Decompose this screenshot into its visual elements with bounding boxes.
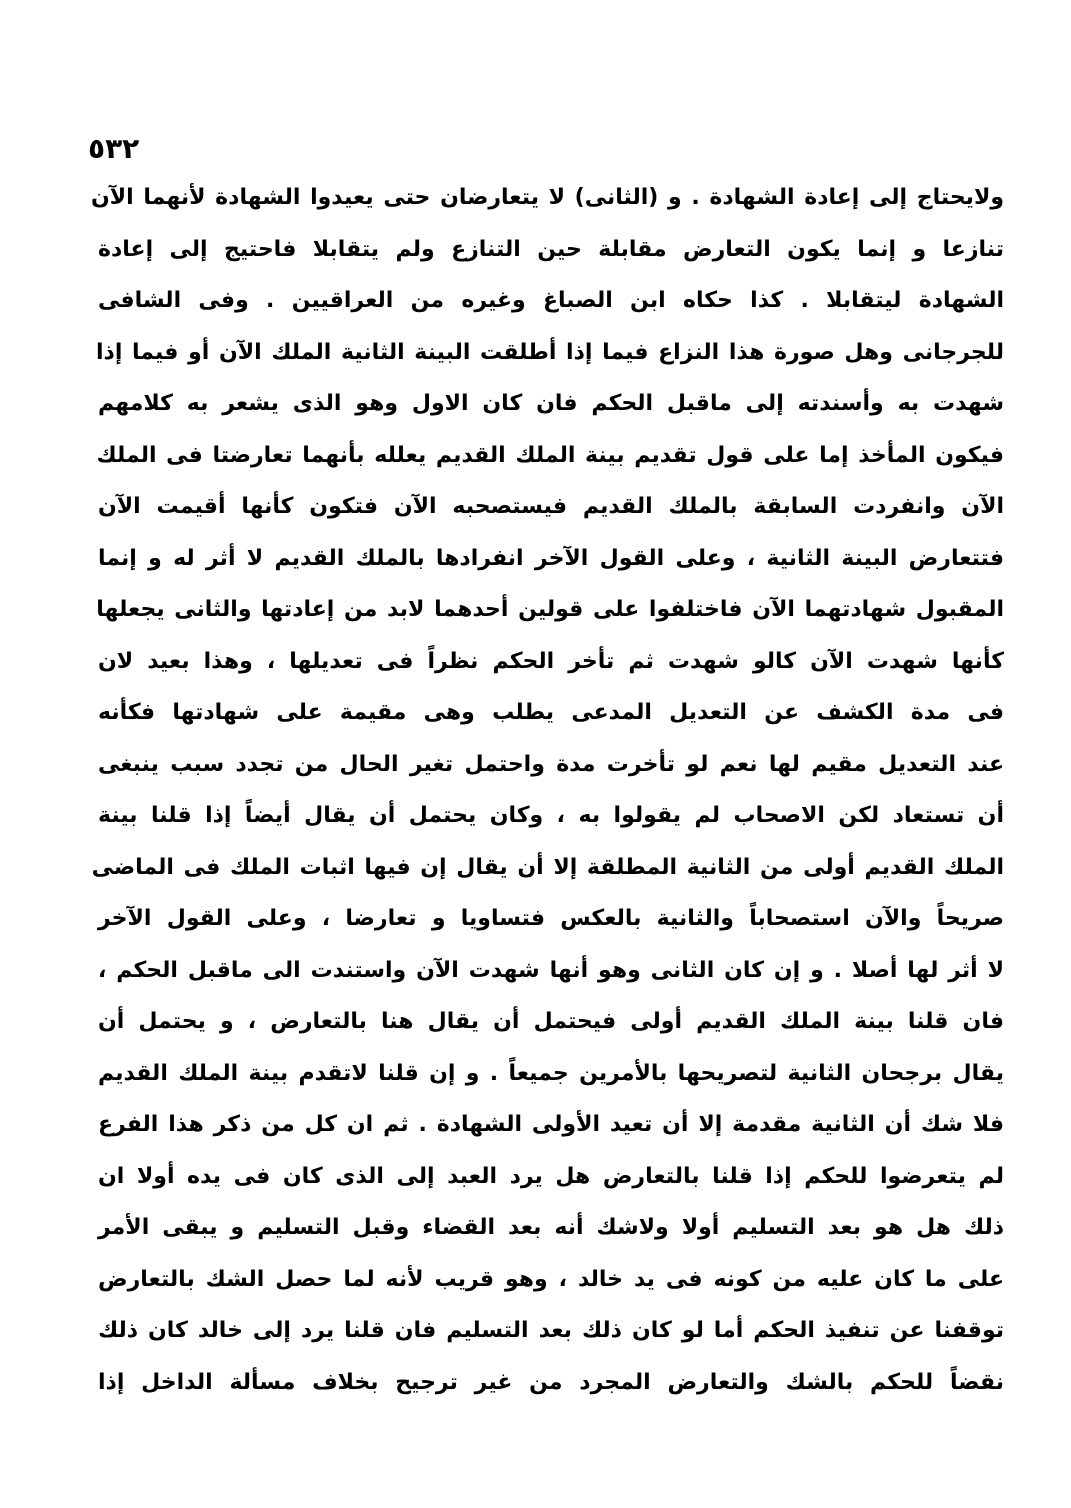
text-line: فى مدة الكشف عن التعديل المدعى يطلب وهى مقيمة على شهادتها فكأنه — [98, 700, 1004, 725]
text-line: شهدت به وأسندته إلى ماقبل الحكم فان كان الاول وهو الذى يشعر به كلامهم — [98, 391, 1004, 416]
text-line: لم يتعرضوا للحكم إذا قلنا بالتعارض هل يرد العبد إلى الذى كان فى يده أولا ان — [98, 1163, 1004, 1189]
text-line: فان قلنا بينة الملك القديم أولى فيحتمل أن يقال هنا بالتعارض ، و يحتمل أن — [98, 1009, 1004, 1034]
text-line: ولايحتاج إلى إعادة الشهادة . و (الثانى) لا يتعارضان حتى يعيدوا الشهادة لأنهما الآن — [90, 185, 1004, 210]
text-line: ذلك هل هو بعد التسليم أولا ولاشك أنه بعد القضاء وقبل التسليم و يبقى الأمر — [98, 1215, 1004, 1240]
text-line: فتتعارض البينة الثانية ، وعلى القول الآخر انفرادها بالملك القديم لا أثر له و إنما — [98, 545, 1004, 571]
text-line: أن تستعاد لكن الاصحاب لم يقولوا به ، وكان يحتمل أن يقال أيضاً إذا قلنا بينة — [98, 803, 1004, 828]
text-line: للجرجانى وهل صورة هذا النزاع فيما إذا أطلقت البينة الثانية الملك الآن أو فيما إذا — [96, 339, 1004, 365]
text-line: الشهادة ليتقابلا . كذا حكاه ابن الصباغ وغيره من العراقيين . وفى الشافى — [98, 288, 1004, 313]
text-line: على ما كان عليه من كونه فى يد خالد ، وهو قريب لأنه لما حصل الشك بالتعارض — [98, 1266, 1004, 1292]
text-line: توقفنا عن تنفيذ الحكم أما لو كان ذلك بعد التسليم فان قلنا يرد إلى خالد كان ذلك — [98, 1318, 1004, 1343]
text-line: لا أثر لها أصلا . و إن كان الثانى وهو أنها شهدت الآن واستندت الى ماقبل الحكم ، — [98, 957, 1004, 983]
text-line: صريحاً والآن استصحاباً والثانية بالعكس فتساويا و تعارضا ، وعلى القول الآخر — [98, 906, 1004, 931]
text-line: المقبول شهادتهما الآن فاختلفوا على قولين أحدهما لابد من إعادتها والثانى يجعلها — [96, 597, 1004, 622]
text-line: نقضاً للحكم بالشك والتعارض المجرد من غير ترجيح بخلاف مسألة الداخل إذا — [98, 1369, 1004, 1395]
text-line: يقال برجحان الثانية لتصريحها بالأمرين جميعاً . و إن قلنا لاتقدم بينة الملك القديم — [98, 1060, 1004, 1086]
text-line: الآن وانفردت السابقة بالملك القديم فيستصحبه الآن فتكون كأنها أقيمت الآن — [98, 494, 1004, 519]
text-line: تنازعا و إنما يكون التعارض مقابلة حين التنازع ولم يتقابلا فاحتيج إلى إعادة — [98, 236, 1004, 262]
text-line: فيكون المأخذ إما على قول تقديم بينة الملك القديم يعلله بأنهما تعارضتا فى الملك — [96, 442, 1004, 468]
body-text — [90, 176, 1004, 1412]
page-number: ٥٣٢ — [88, 132, 140, 165]
text-line: فلا شك أن الثانية مقدمة إلا أن تعيد الأولى الشهادة . ثم ان كل من ذكر هذا الفرع — [98, 1112, 1004, 1137]
text-line: عند التعديل مقيم لها نعم لو تأخرت مدة واحتمل تغير الحال من تجدد سبب ينبغى — [98, 751, 1004, 777]
text-line: كأنها شهدت الآن كالو شهدت ثم تأخر الحكم نظراً فى تعديلها ، وهذا بعيد لان — [98, 648, 1004, 674]
text-line: الملك القديم أولى من الثانية المطلقة إلا أن يقال إن فيها اثبات الملك فى الماضى — [91, 854, 1004, 880]
